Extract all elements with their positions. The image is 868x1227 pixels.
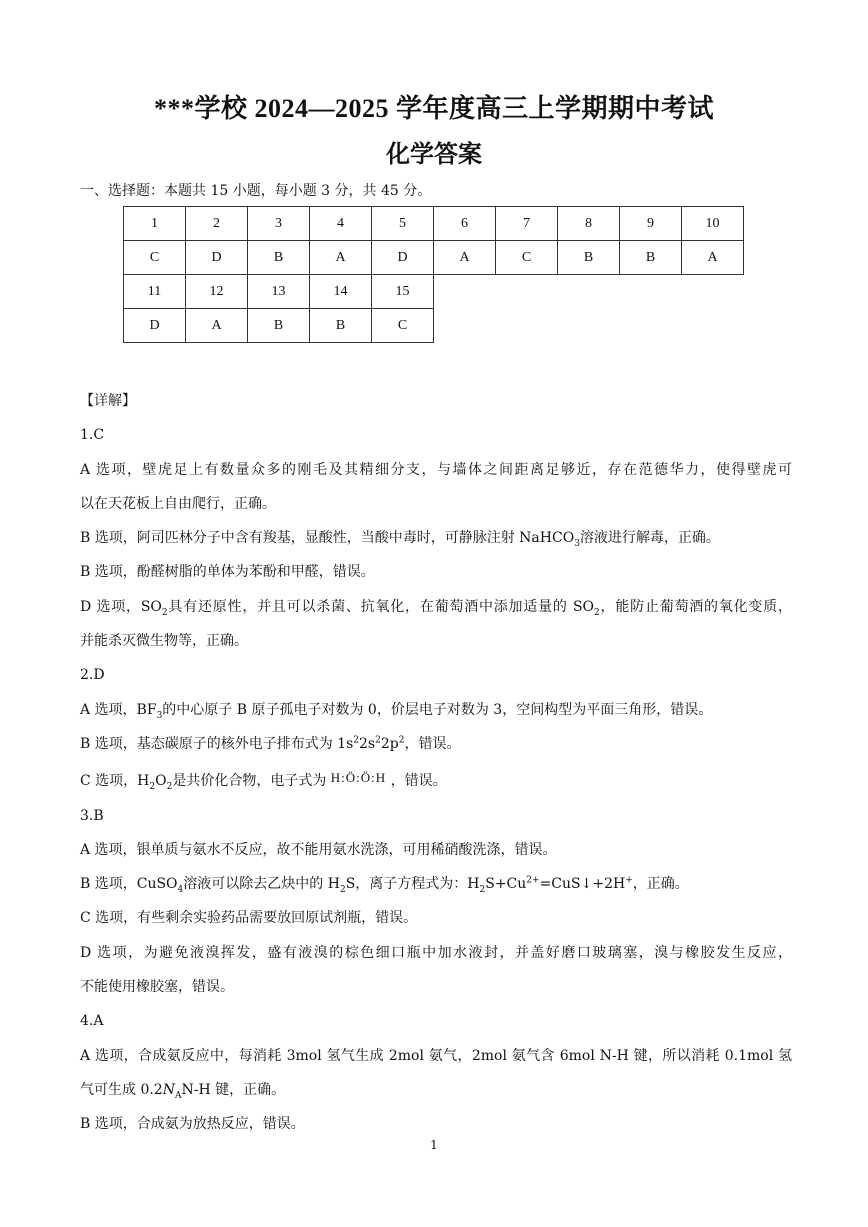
empty-cell: [558, 275, 620, 309]
table-cell: 5: [372, 207, 434, 241]
table-cell: 10: [682, 207, 744, 241]
q3-option-d-line1: D 选项，为避免液溴挥发，盛有液溴的棕色细口瓶中加水液封，并盖好磨口玻璃塞，溴与橡胶发生反应，: [80, 944, 792, 961]
q3-label: 3.B: [80, 807, 104, 824]
table-cell: B: [248, 309, 310, 343]
table-cell: C: [124, 241, 186, 275]
text-run: 2p: [380, 735, 399, 752]
q2-option-b: [80, 727, 792, 761]
empty-cell: [558, 309, 620, 343]
answer-table: [123, 206, 744, 343]
section-heading: 一、选择题：本题共 15 小题，每小题 3 分，共 45 分。: [80, 183, 432, 199]
empty-cell: [496, 309, 558, 343]
subscript: 2: [594, 607, 600, 618]
page-subtitle: 化学答案: [386, 139, 482, 168]
avogadro-symbol: N: [162, 1081, 175, 1098]
table-cell: B: [558, 241, 620, 275]
superscript: 2: [353, 735, 360, 746]
table-cell: A: [682, 241, 744, 275]
q3-option-a: A 选项，银单质与氨水不反应，故不能用氨水洗涤，可用稀硝酸洗涤，错误。: [80, 841, 557, 858]
text-run: 溶液可以除去乙炔中的 H: [183, 876, 340, 893]
text-run: =CuS↓+2H: [539, 876, 626, 893]
subscript: 2: [161, 607, 168, 618]
subscript: A: [174, 1090, 182, 1101]
electron-dot-formula: H:Ö:Ö:H: [330, 770, 387, 786]
q1-option-a-line1: A 选项，壁虎足上有数量众多的刚毛及其精细分支，与墙体之间距离足够近，存在范德华力，使得壁虎可: [80, 461, 792, 478]
subscript: 4: [177, 884, 184, 895]
text-run: B 选项，阿司匹林分子中含有羧基，显酸性，当酸中毒时，可静脉注射 NaHCO: [80, 530, 575, 547]
q2-label: 2.D: [80, 667, 105, 684]
table-cell: 6: [434, 207, 496, 241]
text-run: S+Cu: [485, 876, 527, 893]
q1-option-c: B 选项，酚醛树脂的单体为苯酚和甲醛，错误。: [80, 564, 375, 581]
q1-option-b: [80, 521, 792, 555]
table-cell: 7: [496, 207, 558, 241]
q1-option-a-line2: 以在天花板上自由爬行，正确。: [80, 495, 276, 512]
text-run: 气可生成 0.2: [80, 1081, 163, 1098]
text-run: C 选项，H: [80, 773, 150, 790]
superscript: 2: [398, 735, 405, 746]
q4-label: 4.A: [80, 1013, 104, 1030]
table-cell: 12: [186, 275, 248, 309]
empty-cell: [682, 275, 744, 309]
empty-cell: [434, 275, 496, 309]
page-number: 1: [430, 1138, 438, 1152]
table-cell: D: [186, 241, 248, 275]
superscript: 2: [375, 735, 381, 746]
table-cell: 2: [186, 207, 248, 241]
text-run: N-H 键，正确。: [181, 1081, 286, 1098]
q2-option-c: [80, 761, 792, 798]
table-row: [124, 241, 744, 275]
empty-cell: [620, 275, 682, 309]
page-title: ***学校 2024—2025 学年度高三上学期期中考试: [153, 94, 714, 123]
table-cell: A: [310, 241, 372, 275]
q4-option-a-line2: [80, 1073, 792, 1107]
table-cell: 11: [124, 275, 186, 309]
q2-option-a: [80, 693, 792, 727]
text-run: 溶液进行解毒，正确。: [579, 530, 720, 547]
q3-option-b: [80, 867, 792, 901]
subscript: 2: [339, 884, 346, 895]
text-run: 具有还原性，并且可以杀菌、抗氧化，在葡萄酒中添加适量的 SO: [167, 598, 595, 615]
text-run: ，错误。: [404, 735, 461, 752]
text-run: ，错误。: [390, 773, 447, 790]
table-cell: D: [372, 241, 434, 275]
detail-heading: 【详解】: [80, 393, 136, 409]
q1-option-d-line2: 并能杀灭微生物等，正确。: [80, 633, 248, 650]
q4-option-b: B 选项，合成氨为放热反应，错误。: [80, 1116, 305, 1133]
table-cell: 4: [310, 207, 372, 241]
table-cell: 1: [124, 207, 186, 241]
table-cell: 15: [372, 275, 434, 309]
table-row: [124, 309, 744, 343]
table-cell: B: [620, 241, 682, 275]
table-cell: C: [372, 309, 434, 343]
empty-cell: [620, 309, 682, 343]
table-row: [124, 207, 744, 241]
q3-option-d-line2: 不能使用橡胶塞，错误。: [80, 979, 234, 996]
empty-cell: [434, 309, 496, 343]
q4-option-a-line1: A 选项，合成氨反应中，每消耗 3mol 氢气生成 2mol 氨气，2mol 氨气含 6mol N-H 键，所以消耗 0.1mol 氢: [80, 1047, 792, 1064]
text-run: B 选项，CuSO: [80, 876, 178, 893]
table-cell: 8: [558, 207, 620, 241]
superscript: +: [625, 875, 633, 886]
q1-label: 1.C: [80, 427, 105, 444]
text-run: A 选项，BF: [80, 701, 157, 718]
subscript: 3: [574, 538, 580, 549]
table-cell: 9: [620, 207, 682, 241]
table-cell: 3: [248, 207, 310, 241]
subscript: 2: [479, 884, 486, 895]
table-cell: 13: [248, 275, 310, 309]
table-cell: D: [124, 309, 186, 343]
text-run: 是共价化合物，电子式为: [172, 773, 327, 790]
q3-option-c: C 选项，有些剩余实验药品需要放回原试剂瓶，错误。: [80, 910, 418, 927]
table-cell: A: [434, 241, 496, 275]
text-run: ，正确。: [632, 876, 689, 893]
subscript: 3: [156, 710, 163, 721]
subscript: 2: [149, 782, 156, 793]
table-cell: B: [310, 309, 372, 343]
table-cell: 14: [310, 275, 372, 309]
superscript: 2+: [526, 875, 540, 886]
q1-option-d-line1: [80, 590, 792, 624]
text-run: 2s: [359, 735, 376, 752]
text-run: ，能防止葡萄酒的氧化变质，: [599, 598, 792, 615]
table-cell: A: [186, 309, 248, 343]
text-run: B 选项，基态碳原子的核外电子排布式为 1s: [80, 735, 354, 752]
empty-cell: [496, 275, 558, 309]
text-run: O: [155, 773, 167, 790]
text-run: 的中心原子 B 原子孤电子对数为 0，价层电子对数为 3，空间构型为平面三角形，错误。: [162, 701, 713, 718]
text-run: D 选项，SO: [80, 598, 162, 615]
explanation-body: [80, 384, 792, 1142]
subscript: 2: [166, 782, 173, 793]
text-run: S，离子方程式为：H: [345, 876, 480, 893]
table-cell: B: [248, 241, 310, 275]
empty-cell: [682, 309, 744, 343]
table-row: [124, 275, 744, 309]
table-cell: C: [496, 241, 558, 275]
